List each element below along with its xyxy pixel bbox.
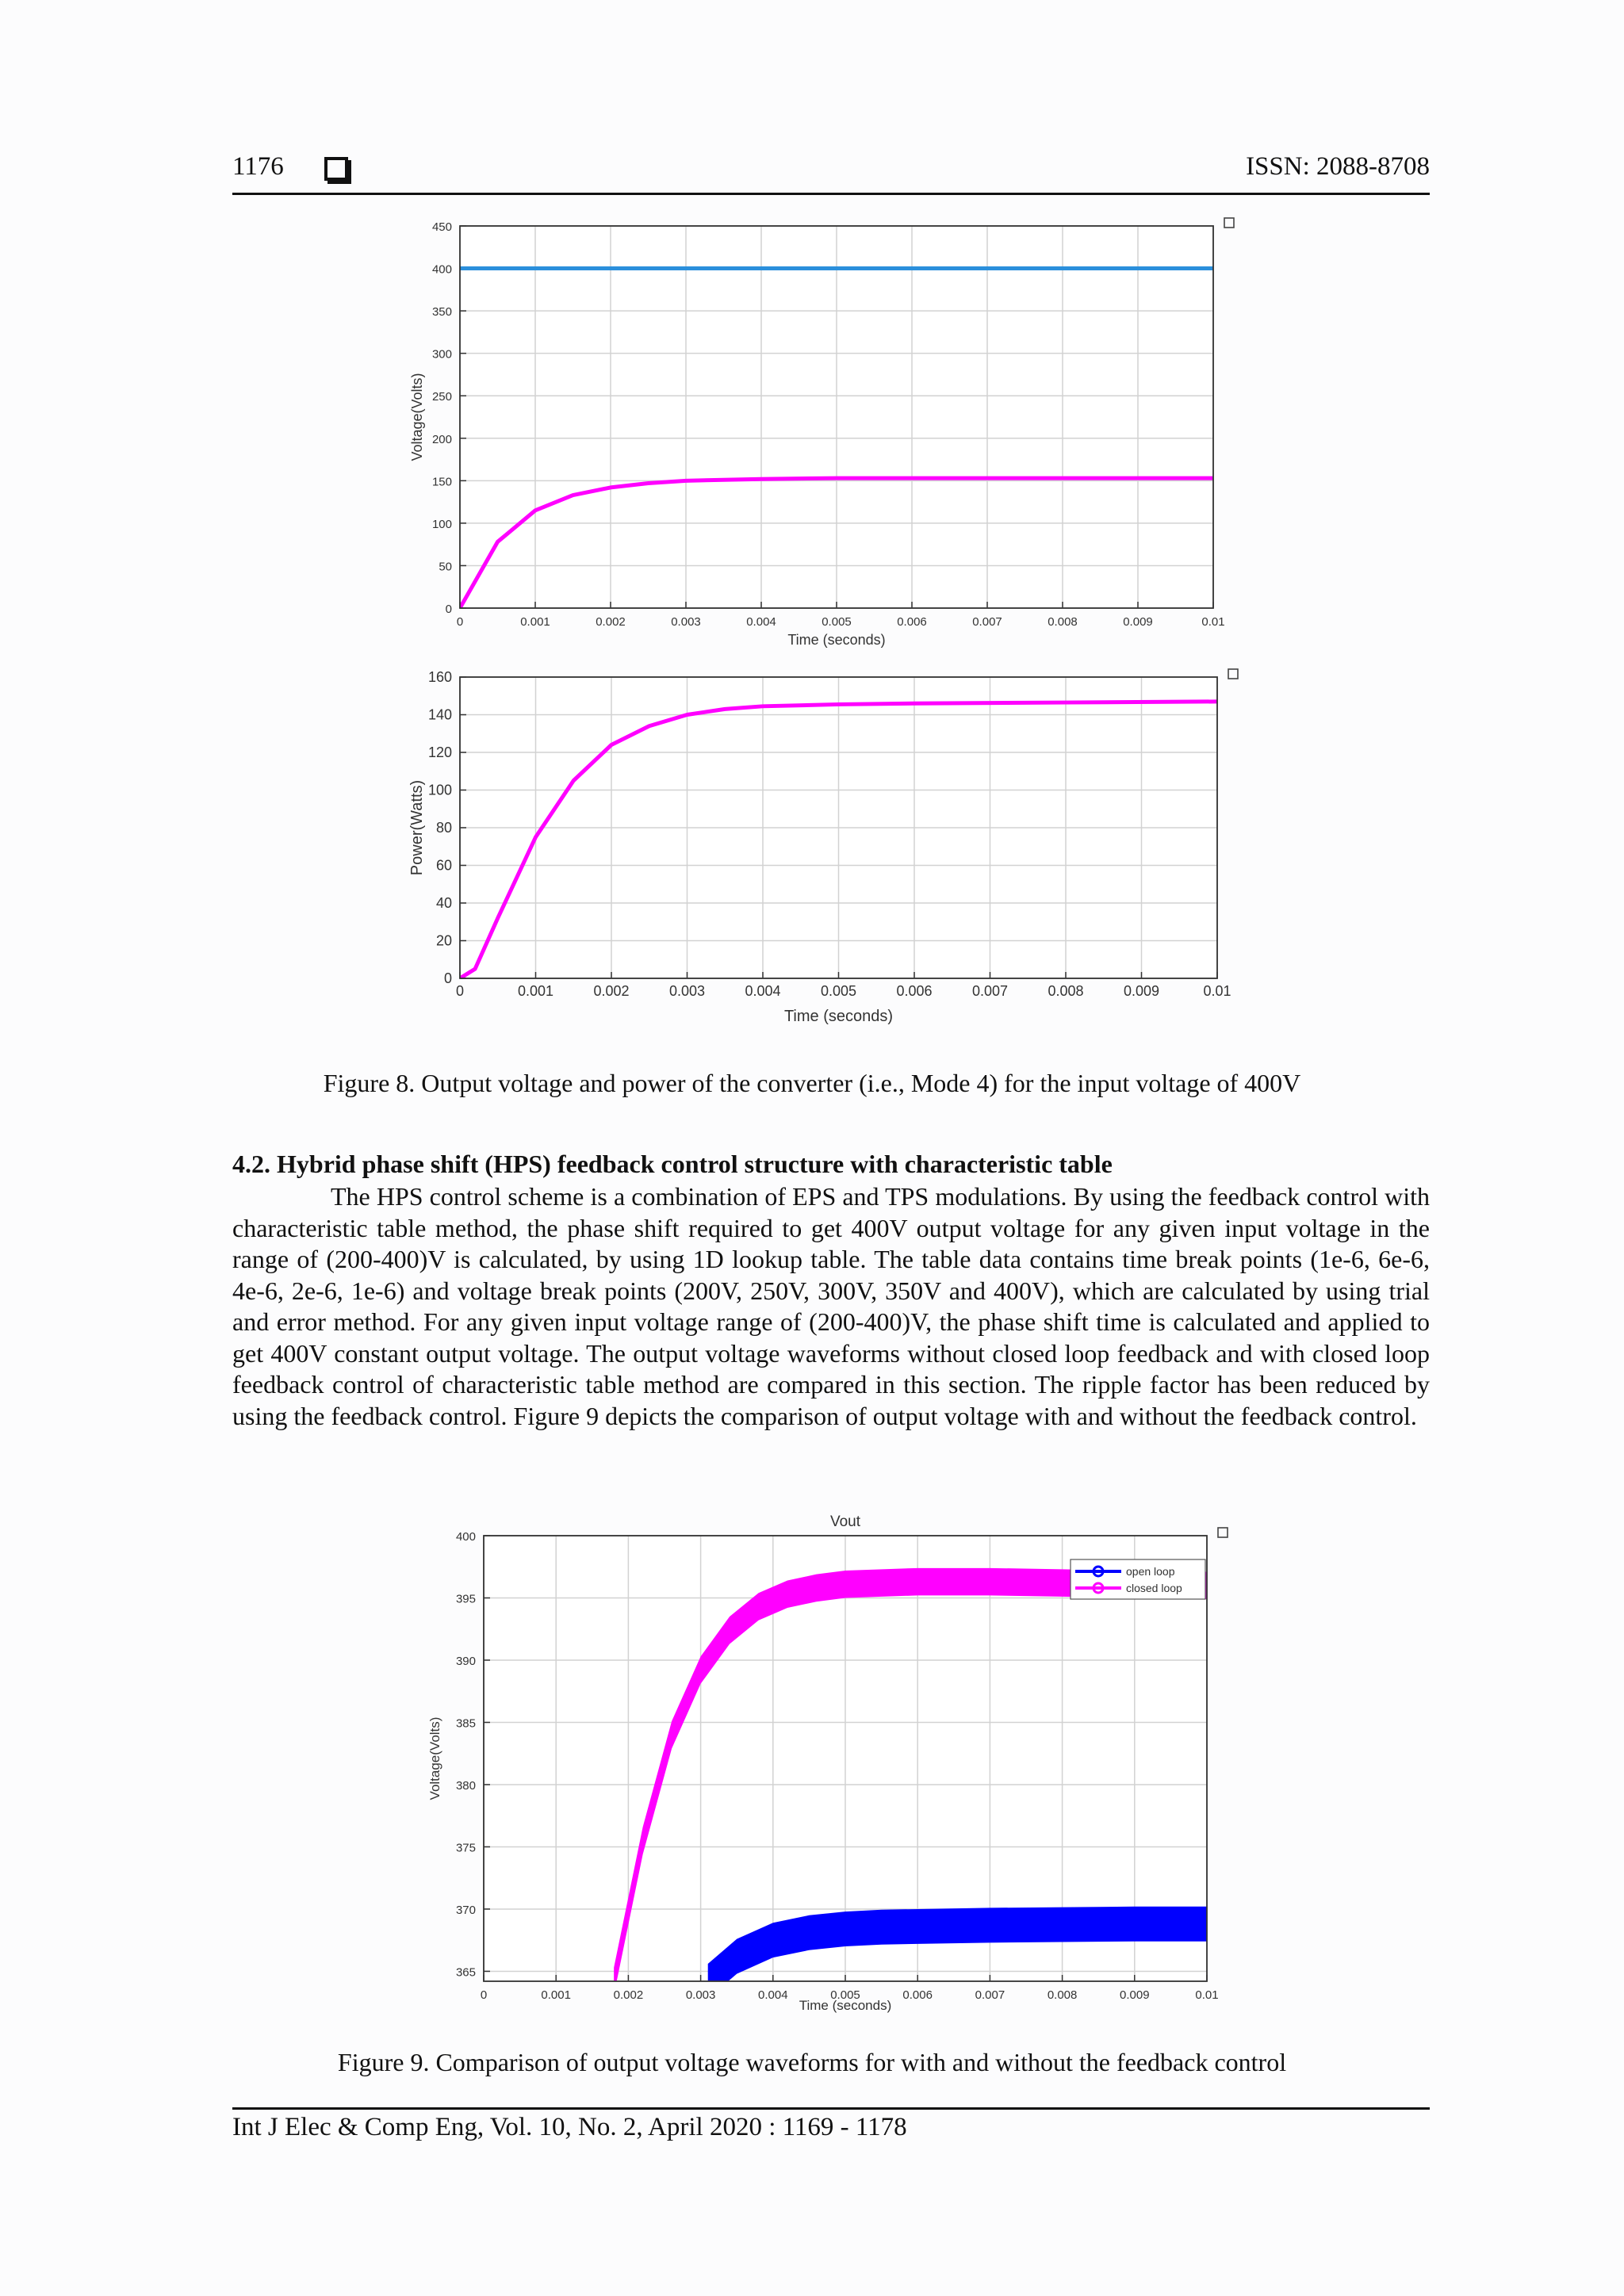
y-tick-label: 140 [427, 706, 452, 723]
y-tick-label: 365 [455, 1965, 476, 1980]
paragraph-text: The HPS control scheme is a combination of EPS and TPS modulations. By using the feedback control with characteristic table method, the phase shift required to get 400V output voltage for any given input voltage in the range of (200-400)V is calculated, by using 1D lookup table. The table data contains time break points (1e-6, 6e-6, 4e-6, 2e-6, 1e-6) and voltage break points (200V, 250V, 300V, 350V and 400V), which are calculated by using trial and error method. For any given input voltage range of (200-400)V, the phase shift time is calculated and applied to get 400V constant output voltage. The output voltage waveforms without closed loop feedback and with closed loop feedback control of characteristic table method are compared in this section. The ripple factor has been reduced by using the feedback control. Figure 9 depicts the comparison of output voltage with and without the feedback control. [232, 1182, 1430, 1430]
y-tick-label: 160 [427, 669, 452, 685]
x-tick-label: 0.008 [1048, 983, 1084, 999]
x-tick-label: 0.01 [1201, 615, 1225, 629]
power-chart [389, 658, 1277, 1039]
y-tick-label: 50 [439, 560, 452, 574]
y-tick-label: 60 [435, 857, 452, 874]
header-rule [232, 193, 1430, 195]
x-tick-label: 0 [455, 983, 465, 999]
y-tick-label: 200 [431, 432, 452, 446]
x-axis-label: Time (seconds) [787, 632, 886, 648]
x-tick-label: 0.007 [975, 1988, 1005, 2002]
y-tick-label: 390 [455, 1654, 476, 1668]
legend-label-0: open loop [1126, 1565, 1175, 1578]
x-axis-label: Time (seconds) [783, 1008, 894, 1025]
x-tick-label: 0.008 [1047, 1988, 1078, 2002]
page-number: 1176 [232, 152, 284, 181]
voltage-chart [389, 210, 1277, 670]
export-icon [1228, 669, 1238, 679]
x-tick-label: 0.003 [685, 1988, 716, 2002]
y-tick-label: 150 [431, 475, 452, 489]
x-tick-label: 0.003 [671, 615, 701, 629]
section-heading: 4.2. Hybrid phase shift (HPS) feedback control structure with characteristic table [232, 1150, 1113, 1178]
x-tick-label: 0.007 [972, 615, 1002, 629]
x-tick-label: 0.01 [1195, 1988, 1219, 2002]
x-tick-label: 0.001 [517, 983, 554, 999]
y-tick-label: 250 [431, 390, 452, 404]
x-tick-label: 0.004 [745, 983, 781, 999]
y-tick-label: 375 [455, 1841, 476, 1855]
footer-citation: Int J Elec & Comp Eng, Vol. 10, No. 2, April 2020 : 1169 - 1178 [232, 2113, 907, 2141]
y-tick-label: 40 [435, 895, 452, 911]
footer-rule [232, 2107, 1430, 2110]
x-axis-label: Time (seconds) [799, 1998, 892, 2013]
x-tick-label: 0.004 [758, 1988, 788, 2002]
issn-label: ISSN: 2088-8708 [1246, 152, 1430, 181]
y-tick-label: 100 [431, 517, 452, 531]
x-tick-label: 0.004 [746, 615, 776, 629]
x-tick-label: 0.005 [830, 1988, 860, 2002]
x-tick-label: 0.005 [820, 983, 857, 999]
checkbox-square-icon [324, 157, 348, 181]
y-tick-label: 0 [445, 603, 452, 616]
y-tick-label: 450 [431, 220, 452, 234]
y-tick-label: 370 [455, 1903, 476, 1917]
x-tick-label: 0.001 [541, 1988, 571, 2002]
y-tick-label: 100 [427, 782, 452, 798]
y-tick-label: 400 [431, 262, 452, 277]
y-tick-label: 300 [431, 347, 452, 362]
section-paragraph [232, 1181, 1430, 1432]
figure9-caption: Figure 9. Comparison of output voltage waveforms for with and without the feedback control [337, 2048, 1287, 2076]
y-tick-label: 395 [455, 1592, 476, 1606]
vout-chart [404, 1502, 1269, 2026]
y-tick-label: 120 [427, 744, 452, 760]
x-tick-label: 0.008 [1048, 615, 1078, 629]
y-tick-label: 80 [435, 820, 452, 836]
y-tick-label: 380 [455, 1778, 476, 1793]
export-icon [1224, 218, 1234, 228]
x-tick-label: 0.009 [1123, 983, 1160, 999]
x-tick-label: 0.006 [902, 1988, 933, 2002]
x-tick-label: 0.002 [596, 615, 626, 629]
page-header [232, 152, 1430, 193]
y-tick-label: 20 [435, 932, 452, 949]
y-tick-label: 350 [431, 305, 452, 320]
y-tick-label: 400 [455, 1530, 476, 1544]
x-tick-label: 0.007 [971, 983, 1009, 999]
x-tick-label: 0.009 [1123, 615, 1153, 629]
x-tick-label: 0.003 [668, 983, 706, 999]
figure8-caption: Figure 8. Output voltage and power of the converter (i.e., Mode 4) for the input voltage of 400V [323, 1069, 1301, 1097]
x-tick-label: 0.001 [520, 615, 550, 629]
y-tick-label: 0 [443, 970, 452, 986]
x-tick-label: 0.006 [896, 983, 933, 999]
x-tick-label: 0.005 [822, 615, 852, 629]
chart-title: Vout [829, 1513, 861, 1530]
export-icon [1218, 1528, 1228, 1537]
x-tick-label: 0.002 [613, 1988, 644, 2002]
y-axis-label: Voltage(Volts) [409, 373, 425, 461]
x-tick-label: 0.01 [1203, 983, 1231, 999]
x-tick-label: 0 [480, 1988, 488, 2002]
x-tick-label: 0.009 [1120, 1988, 1150, 2002]
y-axis-label: Voltage(Volts) [427, 1716, 442, 1800]
y-tick-label: 385 [455, 1716, 476, 1731]
x-tick-label: 0.006 [897, 615, 927, 629]
legend-label-1: closed loop [1126, 1582, 1182, 1594]
y-axis-label: Power(Watts) [408, 779, 426, 876]
x-tick-label: 0.002 [593, 983, 630, 999]
x-tick-label: 0 [456, 615, 464, 629]
